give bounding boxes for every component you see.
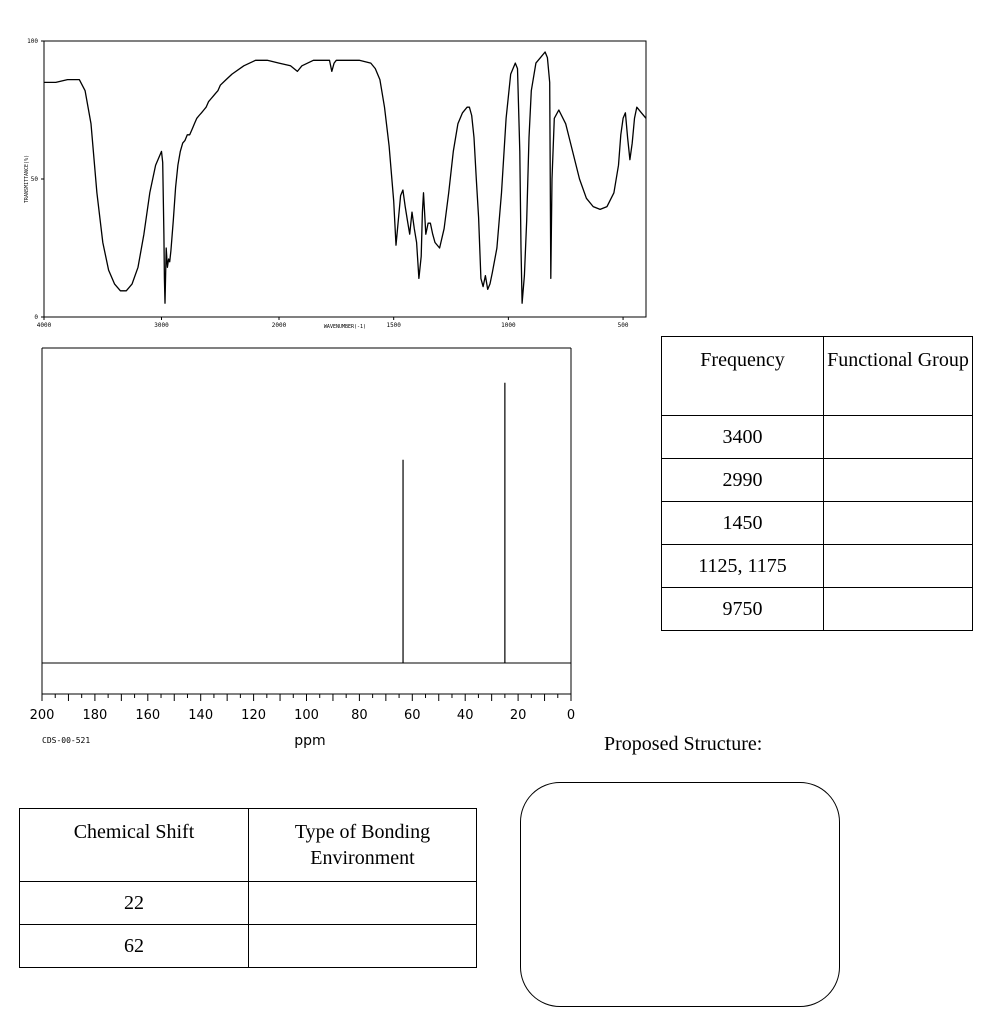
bonding-environment-cell[interactable] — [249, 882, 477, 925]
ir-y-tick-label: 100 — [27, 38, 38, 45]
functional-group-cell[interactable] — [824, 588, 973, 631]
nmr-x-tick-label: 120 — [241, 708, 267, 723]
nmr-x-tick-label: 140 — [188, 708, 214, 723]
ir-x-tick-label: 1000 — [501, 322, 516, 329]
functional-group-cell[interactable] — [824, 416, 973, 459]
bonding-environment-header: Type of Bonding Environment — [249, 809, 477, 882]
frequency-cell: 1450 — [662, 502, 824, 545]
ir-x-tick-label: 4000 — [36, 322, 52, 329]
ir-x-axis-label: WAVENUMBER(-1) — [323, 324, 367, 330]
ir-y-tick-label: 0 — [34, 314, 38, 321]
nmr-peaks — [403, 383, 505, 663]
chemical-shift-cell: 62 — [20, 925, 249, 968]
frequency-cell: 2990 — [662, 459, 824, 502]
functional-group-header: Functional Group — [824, 337, 973, 416]
table-row — [662, 502, 973, 545]
functional-group-cell[interactable] — [824, 545, 973, 588]
ir-spectrum-chart — [0, 0, 660, 345]
frequency-header: Frequency — [662, 337, 824, 416]
nmr-x-tick-label: 100 — [294, 708, 319, 723]
proposed-structure-label: Proposed Structure: — [604, 733, 763, 755]
nmr-x-tick-label: 40 — [456, 708, 474, 723]
ir-transmittance-line — [44, 52, 646, 303]
chemical-shift-cell: 22 — [20, 882, 249, 925]
ir-y-axis-label: TRANSMITTANCE(%) — [24, 154, 30, 204]
nmr-x-tick-label: 180 — [82, 708, 108, 723]
nmr-x-tick-label: 60 — [404, 708, 421, 723]
bonding-environment-cell[interactable] — [249, 925, 477, 968]
nmr-x-tick-label: 160 — [135, 708, 161, 723]
ir-x-tick-label: 3000 — [154, 322, 169, 329]
ir-x-tick-label: 1500 — [386, 322, 401, 329]
nmr-x-axis-label: ppm — [294, 733, 326, 749]
ir-frequency-table — [661, 336, 973, 631]
functional-group-cell[interactable] — [824, 502, 973, 545]
nmr-x-tick-label: 0 — [566, 708, 576, 723]
table-row — [662, 416, 973, 459]
table-header-row — [20, 809, 477, 882]
ir-y-tick-label: 50 — [30, 176, 38, 183]
table-row — [20, 882, 477, 925]
chemical-shift-header: Chemical Shift — [20, 809, 249, 882]
functional-group-cell[interactable] — [824, 459, 973, 502]
nmr-x-tick-label: 200 — [29, 708, 55, 723]
nmr-x-tick-label: 20 — [509, 708, 527, 723]
frequency-cell: 3400 — [662, 416, 824, 459]
nmr-x-ticks — [30, 694, 576, 723]
proposed-structure-box[interactable] — [520, 782, 840, 1007]
ir-plot-frame — [44, 41, 646, 317]
frequency-cell: 9750 — [662, 588, 824, 631]
frequency-cell: 1125, 1175 — [662, 545, 824, 588]
nmr-spectrum-chart — [0, 335, 600, 755]
ir-x-tick-label: 500 — [617, 322, 629, 329]
nmr-x-tick-label: 80 — [351, 708, 368, 723]
table-row — [662, 459, 973, 502]
table-row — [662, 545, 973, 588]
ir-x-tick-label: 2000 — [271, 322, 287, 329]
nmr-spectrum-code: CDS-00-521 — [42, 736, 91, 745]
nmr-shift-table — [19, 808, 477, 968]
table-row — [662, 588, 973, 631]
table-row — [20, 925, 477, 968]
table-header-row — [662, 337, 973, 416]
